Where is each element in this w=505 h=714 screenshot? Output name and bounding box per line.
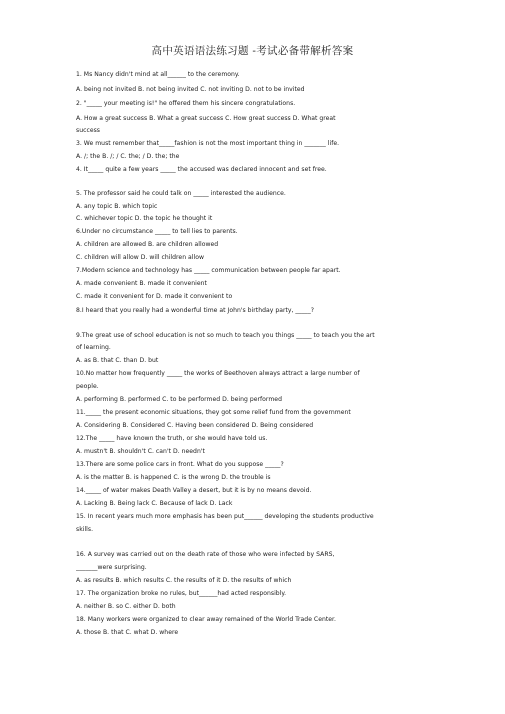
question-6-options-1: A. children are allowed B. are children allowed [76,241,219,248]
document-title: 高中英语语法练习题 -考试必备带解析答案 [151,45,354,57]
question-13-options: A. is the matter B. is happened C. is the wrong D. the trouble is [76,474,271,481]
question-9: 9.The great use of school education is not so much to teach you things _____ to teach you the art [76,332,375,339]
question-3: 3. We must remember that_____fashion is not the most important thing in _______ life. [76,140,340,147]
question-10: 10.No matter how frequently _____ the works of Beethoven always attract a large number of [76,370,360,377]
question-1-options: A. being not invited B. not being invited C. not inviting D. not to be invited [76,86,305,93]
question-6: 6.Under no circumstance _____ to tell lies to parents. [76,228,238,235]
question-5-options-1: A. any topic B. which topic [76,203,158,210]
question-14-options: A. Lacking B. Being lack C. Because of lack D. Lack [76,500,233,507]
question-17-options: A. neither B. so C. either D. both [76,603,176,610]
question-12: 12.The _____ have known the truth, or she would have told us. [76,435,268,442]
question-16: 16. A survey was carried out on the death rate of those who were infected by SARS, [76,551,335,558]
question-2-options-cont: success [76,127,100,134]
question-14: 14._____ of water makes Death Valley a desert, but it is by no means devoid. [76,487,312,494]
question-5: 5. The professor said he could talk on _____ interested the audience. [76,190,286,197]
question-11: 11._____ the present economic situations, they got some relief fund from the government [76,409,351,416]
question-10-options: A. performing B. performed C. to be performed D. being performed [76,396,282,403]
question-7-options-1: A. made convenient B. made it convenient [76,280,207,287]
question-12-options: A. mustn't B. shouldn't C. can't D. needn't [76,448,205,455]
question-9-options: A. as B. that C. than D. but [76,357,159,364]
question-1: 1. Ms Nancy didn't mind at all______ to the ceremony. [76,71,240,78]
question-7: 7.Modern science and technology has _____ communication between people far apart. [76,267,341,274]
question-15: 15. In recent years much more emphasis has been put______ developing the students productive [76,513,374,520]
question-16-cont: _______were surprising. [76,564,147,571]
question-16-options: A. as results B. which results C. the results of it D. the results of which [76,577,292,584]
question-4: 4. It_____ quite a few years _____ the accused was declared innocent and set free. [76,166,327,173]
question-10-cont: people. [76,383,99,390]
question-2-options: A. How a great success B. What a great success C. How great success D. What great [76,115,336,122]
question-8: 8.I heard that you really had a wonderful time at John's birthday party, _____? [76,307,315,314]
question-9-cont: of learning. [76,344,111,351]
question-6-options-2: C. children will allow D. will children allow [76,254,204,261]
question-7-options-2: C. made it convenient for D. made it convenient to [76,293,233,300]
question-11-options: A. Considering B. Considered C. Having been considered D. Being considered [76,422,314,429]
question-3-options: A. /; the B. /; / C. the; / D. the; the [76,153,180,160]
question-18-options: A. those B. that C. what D. where [76,629,179,636]
question-17: 17. The organization broke no rules, but______had acted responsibly. [76,590,287,597]
question-5-options-2: C. whichever topic D. the topic he thought it [76,215,213,222]
question-2: 2. "_____ your meeting is!" he offered them his sincere congratulations. [76,100,296,107]
question-13: 13.There are some police cars in front. What do you suppose _____? [76,461,284,468]
question-15-cont: skills. [76,526,94,533]
question-18: 18. Many workers were organized to clear away remained of the World Trade Center. [76,616,336,623]
